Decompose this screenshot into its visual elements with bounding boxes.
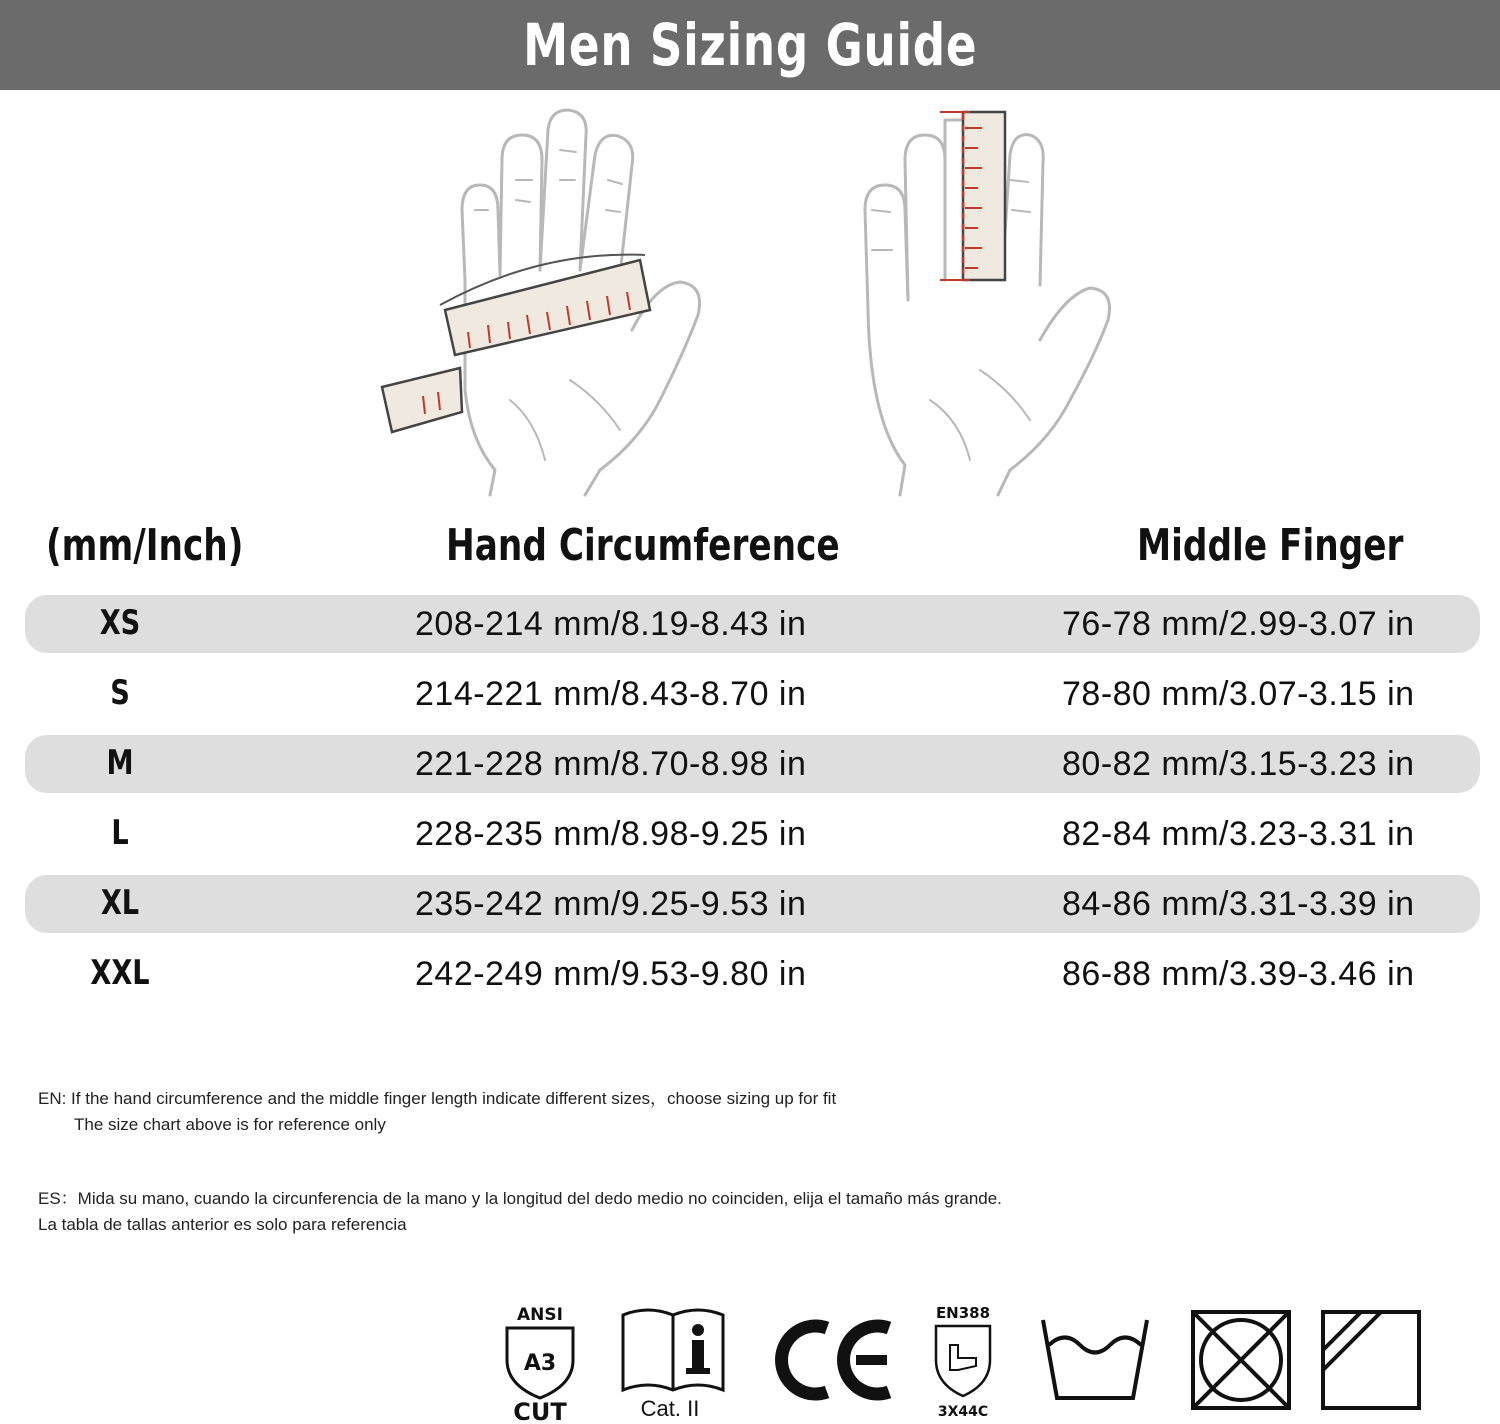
- page-title: Men Sizing Guide: [522, 11, 978, 79]
- table-row: [25, 595, 1480, 653]
- spanish-note-line1: ES：Mida su mano, cuando la circunferencia de la mano y la longitud del dedo medio no coinciden, elija el tamaño más grande.: [38, 1189, 1002, 1208]
- middle-finger-value: 76-78 mm/2.99-3.07 in: [1062, 605, 1415, 643]
- spanish-note: [38, 1186, 1002, 1238]
- en388-label: EN388: [935, 1304, 991, 1322]
- en388-icon: [928, 1300, 998, 1422]
- english-note-line2: The size chart above is for reference only: [74, 1115, 386, 1134]
- spanish-note-line2: La tabla de tallas anterior es solo para referencia: [38, 1215, 407, 1234]
- table-header: [0, 520, 1500, 590]
- size-label: XXL: [90, 953, 150, 993]
- size-label: XL: [100, 883, 140, 923]
- middle-finger-value: 84-86 mm/3.31-3.39 in: [1062, 885, 1415, 923]
- hand-circumference-illustration: [370, 100, 720, 500]
- info-book-icon: [618, 1300, 728, 1422]
- middle-finger-value: 86-88 mm/3.39-3.46 in: [1062, 955, 1415, 993]
- hand-circumference-value: 221-228 mm/8.70-8.98 in: [415, 745, 807, 783]
- size-label: S: [110, 673, 130, 713]
- size-label: XS: [99, 603, 141, 643]
- en388-rating: 3X44C: [937, 1404, 989, 1420]
- ansi-level: A3: [523, 1351, 557, 1376]
- middle-finger-header: Middle Finger: [1137, 520, 1404, 571]
- unit-header: (mm/Inch): [46, 520, 244, 571]
- size-label: M: [106, 743, 134, 783]
- wash-basin-icon: [1035, 1300, 1155, 1422]
- size-table: [25, 595, 1480, 1015]
- middle-finger-value: 78-80 mm/3.07-3.15 in: [1062, 675, 1415, 713]
- ce-mark-icon: [772, 1300, 897, 1422]
- hand-circumference-value: 242-249 mm/9.53-9.80 in: [415, 955, 807, 993]
- english-note-line1: EN: If the hand circumference and the middle finger length indicate different sizes，choose sizing up for fit: [38, 1089, 837, 1108]
- middle-finger-illustration: [860, 100, 1120, 500]
- hand-circumference-value: 208-214 mm/8.19-8.43 in: [415, 605, 807, 643]
- middle-finger-value: 82-84 mm/3.23-3.31 in: [1062, 815, 1415, 853]
- title-banner: [0, 0, 1500, 90]
- certification-icons: [490, 1300, 1490, 1424]
- hand-circumference-value: 228-235 mm/8.98-9.25 in: [415, 815, 807, 853]
- table-row: [25, 665, 1480, 723]
- hand-circumference-value: 235-242 mm/9.25-9.53 in: [415, 885, 807, 923]
- dry-square-icon: [1320, 1300, 1422, 1422]
- middle-finger-value: 80-82 mm/3.15-3.23 in: [1062, 745, 1415, 783]
- size-label: L: [111, 813, 129, 853]
- ansi-cut-icon: [495, 1300, 585, 1422]
- table-row: [25, 945, 1480, 1003]
- category-label: Cat. II: [640, 1396, 700, 1421]
- crossed-square-icon: [1190, 1300, 1292, 1422]
- hand-circumference-header: Hand Circumference: [446, 520, 840, 571]
- hand-circumference-value: 214-221 mm/8.43-8.70 in: [415, 675, 807, 713]
- english-note: [38, 1086, 836, 1138]
- cut-label: CUT: [513, 1398, 567, 1422]
- ansi-label: ANSI: [517, 1305, 563, 1325]
- table-row: [25, 875, 1480, 933]
- table-row: [25, 805, 1480, 863]
- table-row: [25, 735, 1480, 793]
